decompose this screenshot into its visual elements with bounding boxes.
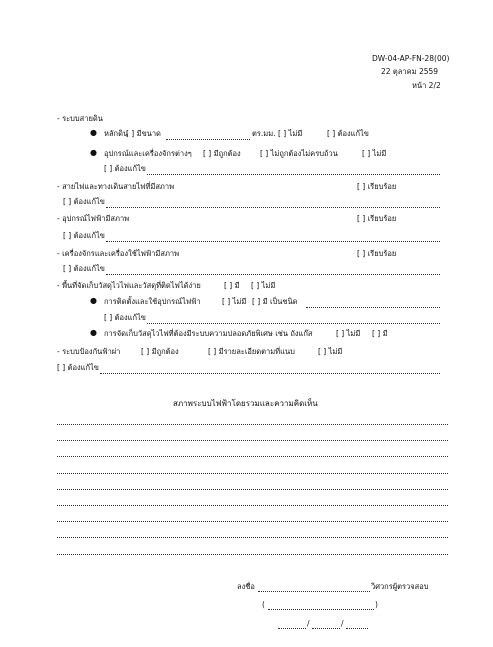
ground-rod-none-checkbox[interactable]: [ ] ไม่มี [278,129,303,138]
lightning-correct-checkbox[interactable]: [ ] มีถูกต้อง [141,347,179,356]
devices-fix-checkbox[interactable]: [ ] ต้องแก้ไข [63,231,105,240]
install-none-checkbox[interactable]: [ ] ไม่มี [222,297,247,306]
machines-ok-checkbox[interactable]: [ ] เรียบร้อย [357,249,397,258]
machines-fix-checkbox[interactable]: [ ] ต้องแก้ไข [63,264,105,273]
install-label: การติดตั้งและใช้อุปกรณ์ไฟฟ้า [104,297,201,306]
install-has-type-checkbox[interactable]: [ ] มี เป็นชนิด [252,297,298,306]
date-separator: / [341,619,344,628]
summary-comment-line[interactable] [57,424,448,425]
wiring-ok-checkbox[interactable]: [ ] เรียบร้อย [357,182,397,191]
ground-rod-unit: ตร.มม. [252,129,276,138]
install-type-field[interactable] [306,307,440,308]
ground-rod-label: หลักดิน [104,129,129,138]
devices-fix-line[interactable] [106,241,440,242]
ground-rod-size-field[interactable] [166,139,250,140]
date-month-field[interactable] [312,628,340,629]
date-year-field[interactable] [346,628,368,629]
summary-comment-line[interactable] [57,489,448,490]
signature-line[interactable] [258,591,370,592]
name-open-paren: ( [262,600,265,609]
summary-comment-line[interactable] [57,456,448,457]
equipment-fix-checkbox[interactable]: [ ] ต้องแก้ไข [104,164,146,173]
devices-title: - อุปกรณ์ไฟฟ้ามีสภาพ [57,214,130,223]
ground-rod-fix-checkbox[interactable]: [ ] ต้องแก้ไข [327,129,369,138]
wiring-fix-checkbox[interactable]: [ ] ต้องแก้ไข [63,197,105,206]
machines-fix-line[interactable] [106,274,440,275]
devices-ok-checkbox[interactable]: [ ] เรียบร้อย [357,214,397,223]
storage-no-checkbox[interactable]: [ ] ไม่มี [251,281,276,290]
document-date: 22 ตุลาคม 2559 [381,67,439,76]
equipment-incorrect-checkbox[interactable]: [ ] ไม่ถูกต้องไม่ครบถ้วน [260,149,338,158]
summary-comment-line[interactable] [57,473,448,474]
ground-rod-has-size-checkbox[interactable]: [ ] มีขนาด [126,129,161,138]
wiring-fix-line[interactable] [106,207,440,208]
signature-role: วิศวกรผู้ตรวจสอบ [371,582,429,591]
summary-comment-line[interactable] [57,521,448,522]
date-day-field[interactable] [278,628,306,629]
equipment-fix-line[interactable] [147,174,440,175]
bullet-icon: ● [90,128,97,137]
machines-title: - เครื่องจักรและเครื่องใช้ไฟฟ้ามีสภาพ [57,249,180,258]
name-close-paren: ) [375,600,378,609]
lightning-title: - ระบบป้องกันฟ้าผ่า [57,347,121,356]
equipment-none-checkbox[interactable]: [ ] ไม่มี [362,149,387,158]
lightning-fix-checkbox[interactable]: [ ] ต้องแก้ไข [57,363,99,372]
lightning-none-checkbox[interactable]: [ ] ไม่มี [318,347,343,356]
document-code: DW-04-AP-FN-28(00) [372,54,450,63]
install-fix-line[interactable] [147,323,440,324]
flammable-storage-label: การจัดเก็บวัสดุไวไฟที่ต้องมีระบบความปลอดภัยพิเศษ เช่น ถังแก๊ส [104,329,313,338]
summary-title: สภาพระบบไฟฟ้าโดยรวมและความคิดเห็น [173,399,318,408]
signature-label: ลงชื่อ [237,582,255,591]
flammable-storage-yes-checkbox[interactable]: [ ] มี [372,329,388,338]
summary-comment-line[interactable] [57,440,448,441]
equipment-correct-checkbox[interactable]: [ ] มีถูกต้อง [203,149,241,158]
bullet-icon: ● [90,328,97,337]
storage-yes-checkbox[interactable]: [ ] มี [224,281,240,290]
page-number: หน้า 2/2 [412,81,441,90]
ground-system-title: - ระบบสายดิน [57,114,103,123]
summary-comment-line[interactable] [57,554,448,555]
printed-name-line[interactable] [268,609,374,610]
bullet-icon: ● [90,296,97,305]
bullet-icon: ● [90,148,97,157]
flammable-storage-none-checkbox[interactable]: [ ] ไม่มี [336,329,361,338]
summary-comment-line[interactable] [57,505,448,506]
equipment-label: อุปกรณ์และเครื่องจักรต่างๆ [104,149,192,158]
summary-comment-line[interactable] [57,537,448,538]
lightning-attached-checkbox[interactable]: [ ] มีรายละเอียดตามที่แนบ [208,347,295,356]
wiring-title: - สายไฟและทางเดินสายไฟที่มีสภาพ [57,182,175,191]
install-fix-checkbox[interactable]: [ ] ต้องแก้ไข [104,313,146,322]
date-separator: / [307,619,310,628]
storage-title: - พื้นที่จัดเก็บวัสดุไวไฟและวัสดุที่ติดไฟได้ง่าย [57,281,201,290]
lightning-fix-line[interactable] [100,373,440,374]
